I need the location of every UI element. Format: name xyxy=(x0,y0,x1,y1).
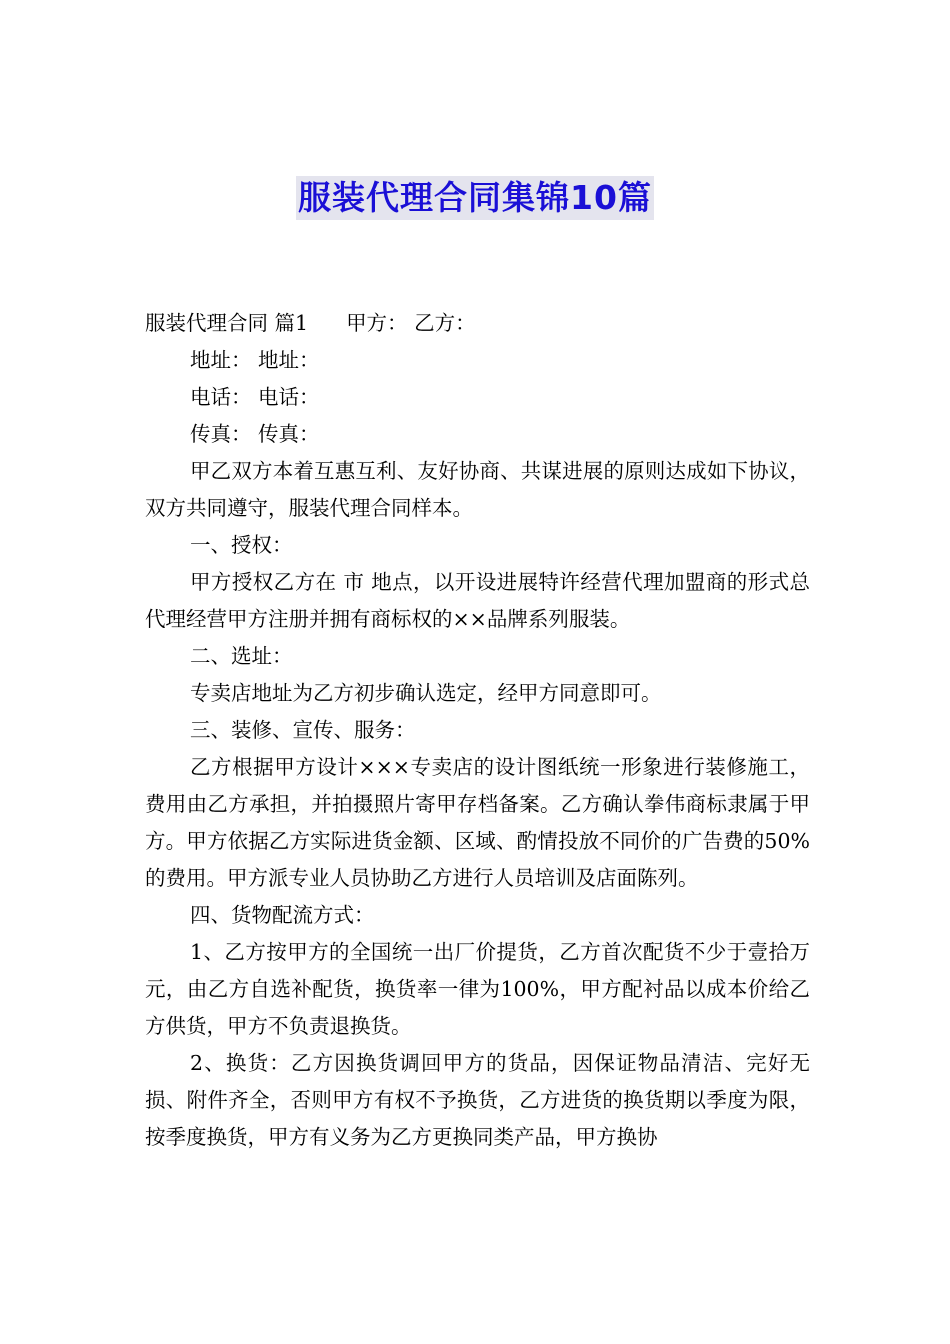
contract-heading: 服装代理合同 篇1 xyxy=(145,311,309,335)
party-b-label: 乙方： xyxy=(414,311,476,335)
title-container xyxy=(0,176,950,220)
section-heading-decoration: 三、装修、宣传、服务： xyxy=(190,718,416,742)
document-body xyxy=(145,305,810,1156)
section-heading-site: 二、选址： xyxy=(190,644,293,668)
paragraph-address: 地址： 地址： xyxy=(190,348,320,372)
document-title: 服装代理合同集锦10篇 xyxy=(296,176,654,220)
party-a-label: 甲方： xyxy=(346,311,408,335)
header-line xyxy=(145,305,810,342)
paragraph-fax: 传真： 传真： xyxy=(190,422,320,446)
paragraph-authorization: 甲方授权乙方在 市 地点，以开设进展特许经营代理加盟商的形式总代理经营甲方注册并拥有商标权的××品牌系列服装。 xyxy=(145,570,810,631)
paragraph-distribution-2: 2、换货：乙方因换货调回甲方的货品，因保证物品清洁、完好无损、附件齐全，否则甲方有权不予换货，乙方进货的换货期以季度为限，按季度换货，甲方有义务为乙方更换同类产品，甲方换协 xyxy=(145,1051,810,1149)
paragraph-decoration: 乙方根据甲方设计×××专卖店的设计图纸统一形象进行装修施工，费用由乙方承担，并拍摄照片寄甲存档备案。乙方确认拳伟商标隶属于甲方。甲方依据乙方实际进货金额、区域、酌情投放不同价的广告费的50%的费用。甲方派专业人员协助乙方进行人员培训及店面陈列。 xyxy=(145,755,810,890)
paragraph-distribution-1: 1、乙方按甲方的全国统一出厂价提货，乙方首次配货不少于壹拾万元，由乙方自选补配货，换货率一律为100%，甲方配衬品以成本价给乙方供货，甲方不负责退换货。 xyxy=(145,940,810,1038)
paragraph-site: 专卖店地址为乙方初步确认选定，经甲方同意即可。 xyxy=(190,681,662,705)
paragraph-phone: 电话： 电话： xyxy=(190,385,320,409)
paragraph-preamble: 甲乙双方本着互惠互利、友好协商、共谋进展的原则达成如下协议，双方共同遵守，服装代理合同样本。 xyxy=(145,459,810,520)
section-heading-authorization: 一、授权： xyxy=(190,533,293,557)
section-heading-distribution: 四、货物配流方式： xyxy=(190,903,375,927)
